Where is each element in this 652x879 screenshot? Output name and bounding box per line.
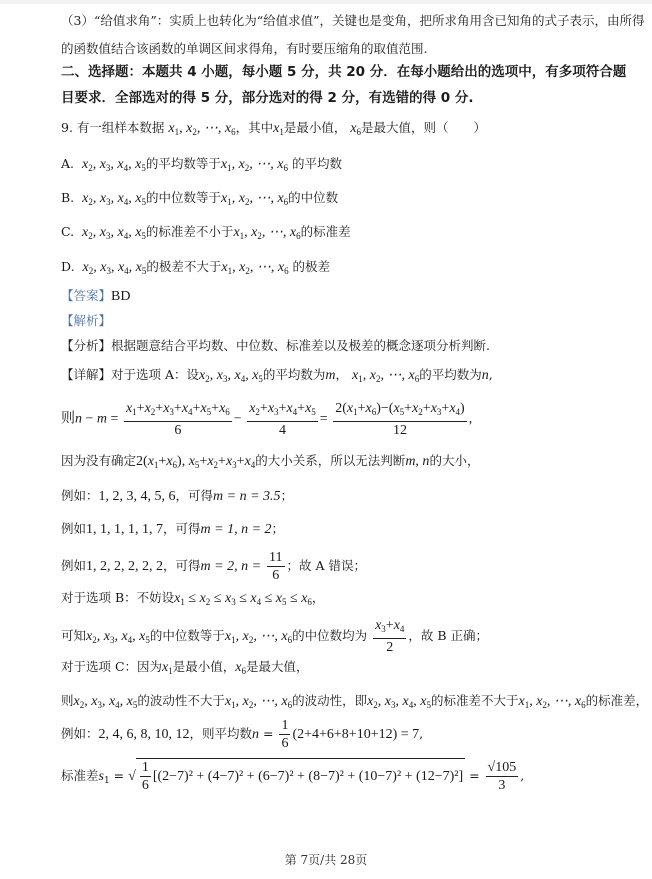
answer-line [61, 287, 130, 306]
option-c-intro: 对于选项 C：因为$x_1$是最小值，$x_6$是最大值， [61, 659, 309, 676]
equation-n-minus-m: 则n − m = $\frac{x_1+x_2+x_3+x_4+x_5+x_6}{6}$ − $\frac{x_2+x_3+x_4+x_5}{4}$ = $\frac{2(x_1+x_6)-(x_5+x_2+x_3+x_4)}{12}$ , [61, 401, 473, 438]
option-b-intro: 对于选项 B：不妨设$x_1 \le x_2 \le x_3 \le x_4 \le x_5 \le x_6$， [61, 590, 325, 607]
sqrt-expression: √ $\frac{1}{6}$ [(2−7)² + (4−7)² + (6−7)² + (8−7)² + (10−7)² + (12−7)²] [128, 758, 465, 795]
answer-value: BD [111, 289, 131, 304]
option-c: C. $x_2$, $x_3$, $x_4$, $x_5$的标准差不小于$x_1$, $x_2$, ⋯, $x_6$的标准差 [61, 224, 351, 241]
detail-label: 【详解】 [61, 367, 112, 382]
because-line: 因为没有确定$2(x_1+x_6)$, $x_5+x_2+x_3+x_4$的大小关系，所以无法判断m, n的大小， [61, 453, 480, 470]
option-c-std: 标准差$s_1$ = √ $\frac{1}{6}$ [(2−7)² + (4−7)² + (6−7)² + (8−7)² + (10−7)² + (12−7)²] = $\frac{√105}{3}$ , [61, 760, 525, 794]
question-stem: 9. 有一组样本数据 $x_1$, $x_2$, ⋯, $x_6$，其中$x_1$是最小值， $x_6$是最大值，则（ ） [61, 120, 487, 137]
intro-line-2: 的函数值结合该函数的单调区间求得角，有时要压缩角的取值范围. [61, 41, 428, 56]
option-b: B. $x_2$, $x_3$, $x_4$, $x_5$的中位数等于$x_1$, $x_2$, ⋯, $x_6$的中位数 [61, 190, 339, 207]
option-b-median: 可知$x_2$, $x_3$, $x_4$, $x_5$的中位数等于$x_1$, $x_2$, ⋯, $x_6$的中位数均为 $\frac{x_3+x_4}{2}$ ，故 B 正确； [61, 618, 489, 655]
example-3: 例如1, 2, 2, 2, 2, 2，可得m = 2, n = $\frac{11}{6}$ ；故 A 错误； [61, 550, 366, 583]
answer-label: 【答案】 [61, 288, 112, 303]
option-c-example: 例如：2, 4, 6, 8, 10, 12，则平均数n = $\frac{1}{6}$ (2+4+6+8+10+12) = 7, [61, 718, 424, 751]
analysis-label: 【解析】 [61, 313, 112, 328]
fenxi-line: 【分析】根据题意结合平均数、中位数、标准差以及极差的概念逐项分析判断. [61, 338, 490, 353]
fenxi-label: 【分析】 [61, 338, 112, 353]
example-1: 例如：1, 2, 3, 4, 5, 6，可得m = n = 3.5； [61, 488, 294, 504]
page-top-edge [0, 0, 652, 4]
section-heading-1: 二、选择题：本题共 4 小题，每小题 5 分，共 20 分．在每小题给出的选项中，有多项符合题 [61, 64, 627, 80]
example-2: 例如1, 1, 1, 1, 1, 7，可得m = 1, n = 2； [61, 521, 285, 537]
intro-line-1: （3）“给值求角”：实质上也转化为“给值求值”，关键也是变角，把所求角用含已知角的式子表示，由所得 [61, 13, 645, 28]
option-d: D. $x_2$, $x_3$, $x_4$, $x_5$的极差不大于$x_1$, $x_2$, ⋯, $x_6$ 的极差 [61, 259, 331, 276]
question-number: 9. [61, 120, 73, 135]
option-a: A. $x_2$, $x_3$, $x_4$, $x_5$的平均数等于$x_1$, $x_2$, ⋯, $x_6$ 的平均数 [61, 156, 343, 173]
section-heading-2: 目要求．全部选对的得 5 分，部分选对的得 2 分，有选错的得 0 分. [61, 90, 474, 106]
analysis-line [61, 312, 111, 330]
detail-a-intro: 【详解】对于选项 A：设$x_2$, $x_3$, $x_4$, $x_5$的平均数为m， $x_1$, $x_2$, ⋯, $x_6$的平均数为n, [61, 367, 493, 384]
page-footer: 第 7页/共 28页 [284, 853, 368, 867]
option-c-wave: 则$x_2$, $x_3$, $x_4$, $x_5$的波动性不大于$x_1$, $x_2$, ⋯, $x_6$的波动性，即$x_2$, $x_3$, $x_4$, $x_5$的标准差不大于$x_1$, $x_2$, ⋯, $x_6$的标准差， [61, 693, 649, 710]
